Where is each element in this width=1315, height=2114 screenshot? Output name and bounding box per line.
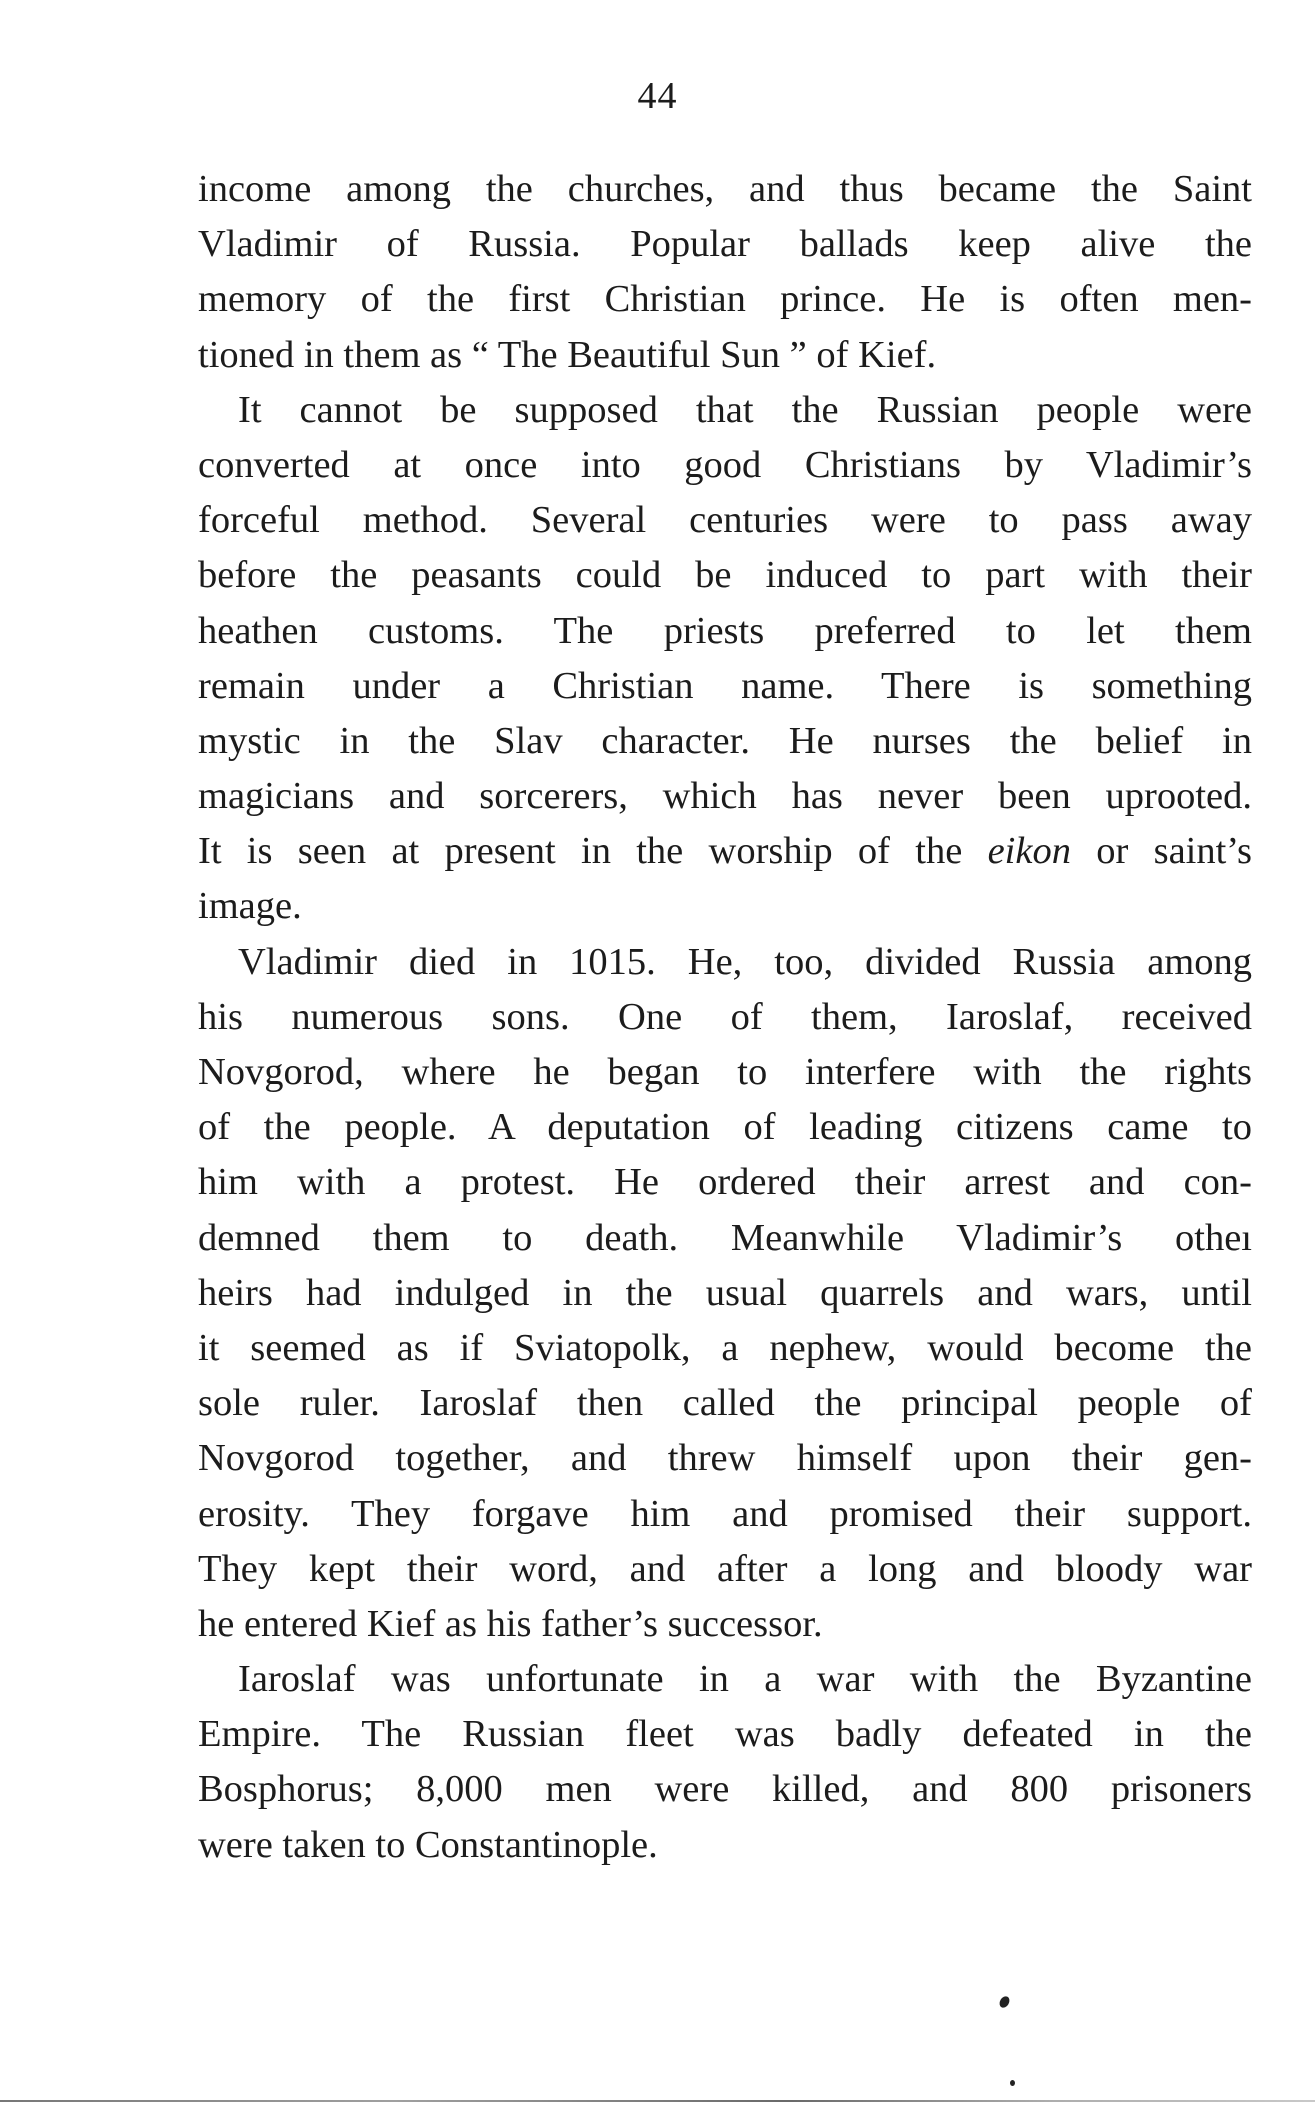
italic-term: eikon <box>987 830 1071 873</box>
text-line: Empire. The Russian fleet was badly defeated in the <box>198 1713 1252 1756</box>
text-line: magicians and sorcerers, which has never been uprooted. <box>198 775 1252 818</box>
text-line: Vladimir died in 1015. He, too, divided Russia among <box>238 940 1252 983</box>
text-line: They kept their word, and after a long and bloody war <box>198 1547 1252 1590</box>
text-line: income among the churches, and thus became the Saint <box>198 168 1252 210</box>
text-line: Novgorod together, and threw himself upon their gen- <box>198 1437 1252 1480</box>
text-line: his numerous sons. One of them, Iaroslaf, received <box>198 995 1252 1038</box>
text-line: image. <box>198 885 302 928</box>
text-line: sole ruler. Iaroslaf then called the principal people of <box>198 1382 1252 1425</box>
text-line: remain under a Christian name. There is something <box>198 664 1252 707</box>
text-line: him with a protest. He ordered their arrest and con- <box>198 1161 1252 1204</box>
text-line: were taken to Constantinople. <box>198 1823 658 1866</box>
text-line: Iaroslaf was unfortunate in a war with the Byzantine <box>238 1658 1252 1701</box>
text-line: heirs had indulged in the usual quarrels and wars, until <box>198 1271 1252 1314</box>
text-line: it seemed as if Sviatopolk, a nephew, would become the <box>198 1326 1252 1369</box>
text-line: tioned in them as “ The Beautiful Sun ” of Kief. <box>198 333 937 376</box>
text-line: Bosphorus; 8,000 men were killed, and 800 prisoners <box>198 1768 1252 1811</box>
text-line: heathen customs. The priests preferred to let them <box>198 609 1252 652</box>
page-number: 44 <box>637 75 678 117</box>
text-line: of the people. A deputation of leading citizens came to <box>198 1106 1252 1149</box>
text-segment: or saint’s <box>1070 830 1252 873</box>
text-line: erosity. They forgave him and promised their support. <box>198 1492 1252 1535</box>
text-line: he entered Kief as his father’s successor. <box>198 1602 823 1645</box>
text-segment: It is seen at present in the worship of the <box>198 830 988 873</box>
text-line: demned them to death. Meanwhile Vladimir’s otheı <box>198 1216 1252 1259</box>
text-line: converted at once into good Christians by Vladimir’s <box>198 443 1252 486</box>
text-line: Novgorod, where he began to interfere with the rights <box>198 1051 1252 1093</box>
body-text <box>198 162 1252 1873</box>
text-line: before the peasants could be induced to part with their <box>198 554 1252 597</box>
text-line: mystic in the Slav character. He nurses the belief in <box>198 719 1252 762</box>
page-bottom-edge <box>0 2100 1315 2102</box>
ink-speck <box>998 1995 1012 2010</box>
text-line: memory of the first Christian prince. He is often men- <box>198 278 1252 321</box>
text-line: Vladimir of Russia. Popular ballads keep alive the <box>198 223 1252 266</box>
ink-speck <box>1010 2080 1015 2086</box>
text-line-with-italic <box>198 824 1252 879</box>
text-line: It cannot be supposed that the Russian people were <box>238 388 1252 431</box>
text-line: forceful method. Several centuries were to pass away <box>198 499 1252 542</box>
